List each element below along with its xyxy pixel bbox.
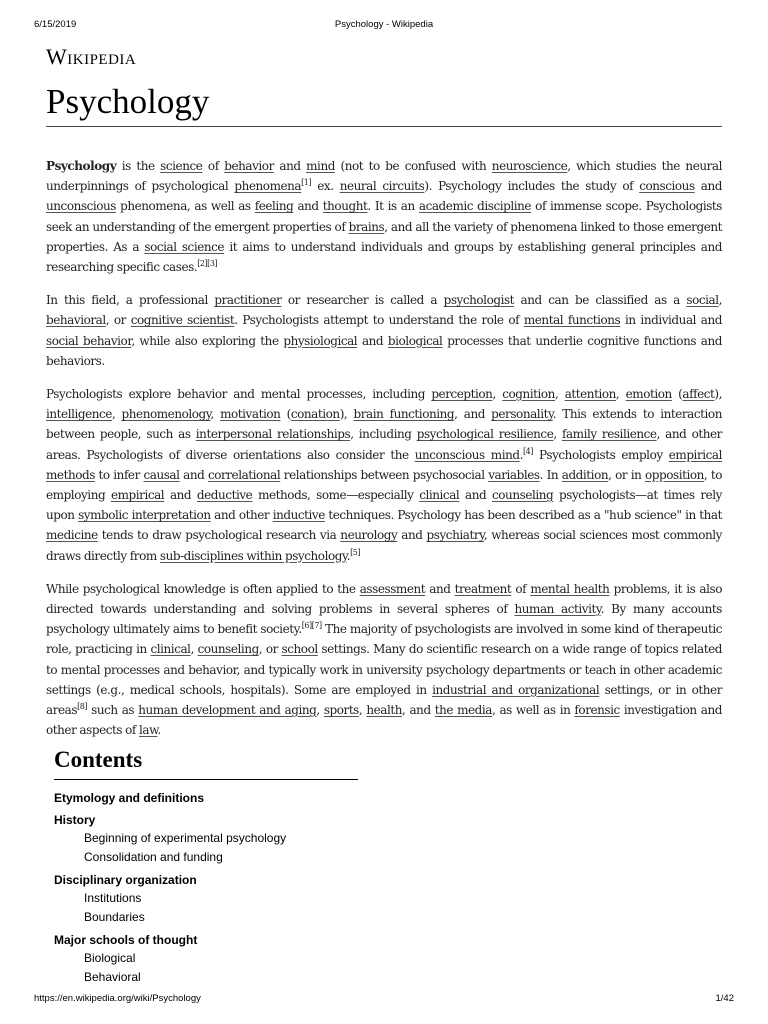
article-link[interactable]: school (281, 642, 318, 657)
article-link[interactable]: sports (323, 703, 359, 718)
text-run: of (511, 581, 531, 596)
article-link[interactable]: addition (561, 467, 609, 482)
toc-sub-link[interactable]: Consolidation and funding (84, 850, 223, 864)
print-page-number: 1/42 (715, 993, 734, 1004)
text-run: ex. (311, 179, 340, 194)
print-url: https://en.wikipedia.org/wiki/Psychology (34, 993, 201, 1004)
paragraph-2 (46, 290, 722, 371)
article-link[interactable]: human development and aging (138, 703, 317, 718)
text-run: such as (87, 703, 139, 718)
article-link[interactable]: science (160, 159, 203, 173)
text-run: , (316, 703, 324, 718)
text-run: and (273, 159, 307, 173)
toc-sub-link[interactable]: Biological (84, 951, 136, 965)
text-run: relationships between psychosocial (280, 467, 489, 482)
article-link[interactable]: empirical (110, 488, 165, 503)
text-run: , as well as in (492, 703, 575, 718)
article-link[interactable]: brains (348, 219, 385, 234)
article-link[interactable]: clinical (419, 488, 460, 503)
article-link[interactable]: variables (488, 467, 540, 482)
article-link[interactable]: personality (491, 407, 553, 422)
text-run: . In (539, 467, 562, 482)
text-run: ), (339, 407, 354, 422)
text-run: techniques. Psychology has been described as a "hub science" in that (324, 508, 722, 523)
toc-link[interactable]: Etymology and definitions (54, 791, 205, 805)
text-run: , and (402, 703, 435, 718)
article-body (46, 156, 722, 753)
text-run: and (425, 581, 455, 596)
article-link[interactable]: unconscious mind (414, 447, 520, 462)
print-footer (0, 993, 768, 1007)
text-run: , or (105, 313, 131, 328)
text-run: Psychologists explore behavior and mental processes, including (46, 387, 432, 402)
print-header (0, 19, 768, 33)
toc-item (54, 931, 364, 987)
article-link[interactable]: academic discipline (418, 199, 532, 214)
article-link[interactable]: counseling (492, 488, 554, 503)
article-link[interactable]: emotion (625, 387, 672, 402)
toc-list (54, 789, 364, 987)
article-link[interactable]: neuroscience (491, 159, 568, 173)
text-run: , (554, 387, 565, 402)
article-link[interactable]: neural circuits (339, 179, 425, 194)
text-run: , which studies the neural underpinnings of psychological (46, 159, 722, 194)
text-run: ), (714, 387, 722, 402)
article-link[interactable]: assessment (359, 581, 426, 596)
article-link[interactable]: medicine (46, 528, 98, 543)
text-run: and (164, 488, 197, 503)
article-link[interactable]: behavioral (46, 313, 106, 328)
text-run: and (694, 179, 722, 194)
text-run: , or in (608, 467, 645, 482)
article-link[interactable]: cognition (502, 387, 555, 402)
toc-title: Contents (54, 747, 358, 780)
article-link[interactable]: forensic (574, 703, 620, 718)
article-link[interactable]: biological (387, 333, 443, 348)
text-run: Psychologists employ (532, 447, 669, 462)
article-link[interactable]: psychiatry (426, 528, 484, 543)
text-run: ). Psychology includes the study of (424, 179, 640, 194)
print-date: 6/15/2019 (34, 19, 77, 30)
toc-item (54, 811, 364, 867)
text-run: of immense scope. Psychologists seek an understanding of the emergent properties of (46, 199, 723, 234)
text-run: In this field, a professional (46, 293, 215, 308)
text-run: . (519, 447, 523, 462)
citation-ref[interactable]: [5] (350, 547, 361, 557)
text-run: and (357, 333, 388, 348)
article-link[interactable]: empirical methods (46, 447, 722, 482)
citation-ref[interactable]: [1] (301, 178, 312, 188)
article-link[interactable]: perception (431, 387, 493, 402)
article-link[interactable]: treatment (454, 581, 512, 596)
text-run: . It is an (367, 199, 419, 214)
article-link[interactable]: opposition (644, 467, 704, 482)
text-run: While psychological knowledge is often applied to the (46, 581, 360, 596)
wikipedia-logo[interactable]: Wikipedia (46, 44, 137, 69)
text-run: , (111, 407, 122, 422)
article-link[interactable]: law (138, 723, 158, 738)
table-of-contents (54, 747, 364, 991)
toc-link[interactable]: History (54, 813, 96, 827)
text-run: and (293, 199, 323, 214)
text-run: , (718, 293, 722, 308)
citation-ref[interactable]: [2][3] (197, 259, 218, 269)
text-run: , and (454, 407, 492, 422)
text-run: settings, or in other areas (46, 682, 722, 718)
article-link[interactable]: mind (306, 159, 335, 173)
text-run: and (397, 528, 427, 543)
article-link[interactable]: counseling (197, 642, 259, 657)
citation-ref[interactable]: [4] (523, 446, 533, 456)
article-link[interactable]: human activity (514, 602, 601, 617)
article-link[interactable]: cognitive scientist (130, 313, 235, 328)
paragraph-4 (46, 579, 722, 741)
print-page-title: Psychology - Wikipedia (334, 19, 434, 30)
text-run: to infer (94, 467, 144, 482)
article-link[interactable]: deductive (196, 488, 253, 503)
article-link[interactable]: the media (434, 703, 493, 718)
toc-sublist (54, 889, 364, 927)
text-run: , whereas social sciences most commonly draws directly from (46, 528, 722, 563)
article-link[interactable]: thought (322, 199, 368, 214)
article-link[interactable]: physiological (283, 333, 358, 348)
citation-ref[interactable]: [6][7] (301, 621, 322, 631)
text-run: , to employing (46, 467, 723, 503)
text-run: and (179, 467, 208, 482)
text-run: methods, some—especially (252, 488, 420, 503)
article-link[interactable]: intelligence (46, 407, 112, 422)
text-run: ( (280, 407, 291, 422)
toc-sub-link[interactable]: Behavioral (84, 970, 141, 984)
text-run: of (202, 159, 225, 173)
text-run: . This extends to interaction between people, such as (46, 407, 722, 442)
article-link[interactable]: feeling (254, 199, 294, 214)
article-link[interactable]: sub-disciplines within psychology (159, 548, 347, 563)
article-link[interactable]: neurology (340, 528, 398, 543)
toc-sub-link[interactable]: Beginning of experimental psychology (84, 831, 287, 845)
article-link[interactable]: practitioner (214, 293, 282, 308)
toc-sublist (54, 829, 364, 867)
article-link[interactable]: health (366, 703, 403, 718)
text-run: ( (671, 387, 683, 402)
article-link[interactable]: clinical (150, 642, 191, 657)
article-link[interactable]: interpersonal relationships (195, 427, 351, 442)
article-link[interactable]: phenomena (234, 179, 302, 194)
toc-item (54, 871, 364, 927)
text-run: , while also exploring the (131, 333, 284, 348)
article-link[interactable]: motivation (220, 407, 281, 422)
text-run: , (210, 407, 221, 422)
text-run: psychologists—at times rely upon (46, 488, 723, 523)
text-run: . (346, 548, 351, 563)
article-link[interactable]: social behavior (46, 333, 132, 348)
lead-term: Psychology (46, 159, 117, 173)
paragraph-3 (46, 384, 722, 566)
article-link[interactable]: industrial and organizational (432, 682, 600, 697)
text-run: , and all the variety of phenomena linked to those emergent properties. As a (46, 219, 722, 254)
text-run: in individual and (620, 313, 723, 328)
text-run: problems, it is also directed towards understanding and solving problems in several spheres of (46, 581, 722, 617)
article-link[interactable]: correlational (207, 467, 281, 482)
paragraph-1 (46, 156, 722, 277)
text-run: , (190, 642, 198, 657)
text-run: settings. Many do scientific research on a wide range of topics related to mental processes and behavior, and typically work in university psychology departments or teach in other academic settings (e.g., medical schools, hospitals). Some are employed in (46, 642, 723, 697)
article-link[interactable]: brain functioning (353, 407, 455, 422)
article-link[interactable]: social science (144, 239, 225, 254)
article-link[interactable]: psychological resilience (416, 427, 554, 442)
text-run: , or (258, 642, 282, 657)
text-run: , (553, 427, 562, 442)
text-run: (not to be confused with (334, 159, 492, 173)
article-link[interactable]: conation (290, 407, 340, 422)
title-divider (46, 126, 722, 127)
text-run: , (492, 387, 503, 402)
page-title: Psychology (46, 82, 210, 121)
text-run: The majority of psychologists are involved in some kind of therapeutic role, practicing in (46, 622, 722, 657)
text-run: , including (350, 427, 417, 442)
article-link[interactable]: inductive (272, 508, 325, 523)
text-run: it aims to understand individuals and groups by establishing general principles and researching specific cases. (46, 239, 722, 275)
text-run: investigation and other aspects of (46, 703, 722, 738)
toc-item (54, 789, 364, 807)
article-link[interactable]: social (686, 293, 719, 308)
article-link[interactable]: family resilience (561, 427, 657, 442)
toc-sublist (54, 949, 364, 987)
text-run: and can be classified as a (514, 293, 687, 308)
text-run: is the (116, 159, 161, 173)
text-run: . By many accounts psychology ultimately aims to benefit society. (46, 602, 722, 637)
article-link[interactable]: causal (143, 467, 180, 482)
text-run: , (615, 387, 626, 402)
text-run: or researcher is called a (281, 293, 444, 308)
article-link[interactable]: unconscious (46, 199, 117, 214)
toc-sub-link[interactable]: Boundaries (84, 910, 145, 924)
article-link[interactable]: affect (682, 387, 715, 402)
toc-sub-link[interactable]: Institutions (84, 891, 142, 905)
text-run: processes that underlie cognitive functions and behaviors. (46, 333, 723, 368)
text-run: . Psychologists attempt to understand the role of (234, 313, 524, 328)
article-link[interactable]: symbolic interpretation (78, 508, 211, 523)
article-link[interactable]: attention (564, 387, 616, 402)
toc-link[interactable]: Major schools of thought (54, 933, 198, 947)
text-run: , (358, 703, 367, 718)
article-link[interactable]: mental functions (523, 313, 621, 328)
article-link[interactable]: phenomenology (121, 407, 211, 422)
text-run: tends to draw psychological research via (97, 528, 341, 543)
text-run: , and other areas. Psychologists of diverse orientations also consider the (46, 427, 722, 462)
text-run: and other (210, 508, 273, 523)
article-link[interactable]: behavior (224, 159, 274, 173)
toc-link[interactable]: Disciplinary organization (54, 873, 197, 887)
text-run: . (157, 723, 161, 738)
article-link[interactable]: mental health (530, 581, 610, 596)
text-run: and (459, 488, 493, 503)
article-link[interactable]: conscious (639, 179, 695, 194)
citation-ref[interactable]: [8] (77, 702, 88, 712)
text-run: phenomena, as well as (116, 199, 255, 214)
article-link[interactable]: psychologist (443, 293, 515, 308)
